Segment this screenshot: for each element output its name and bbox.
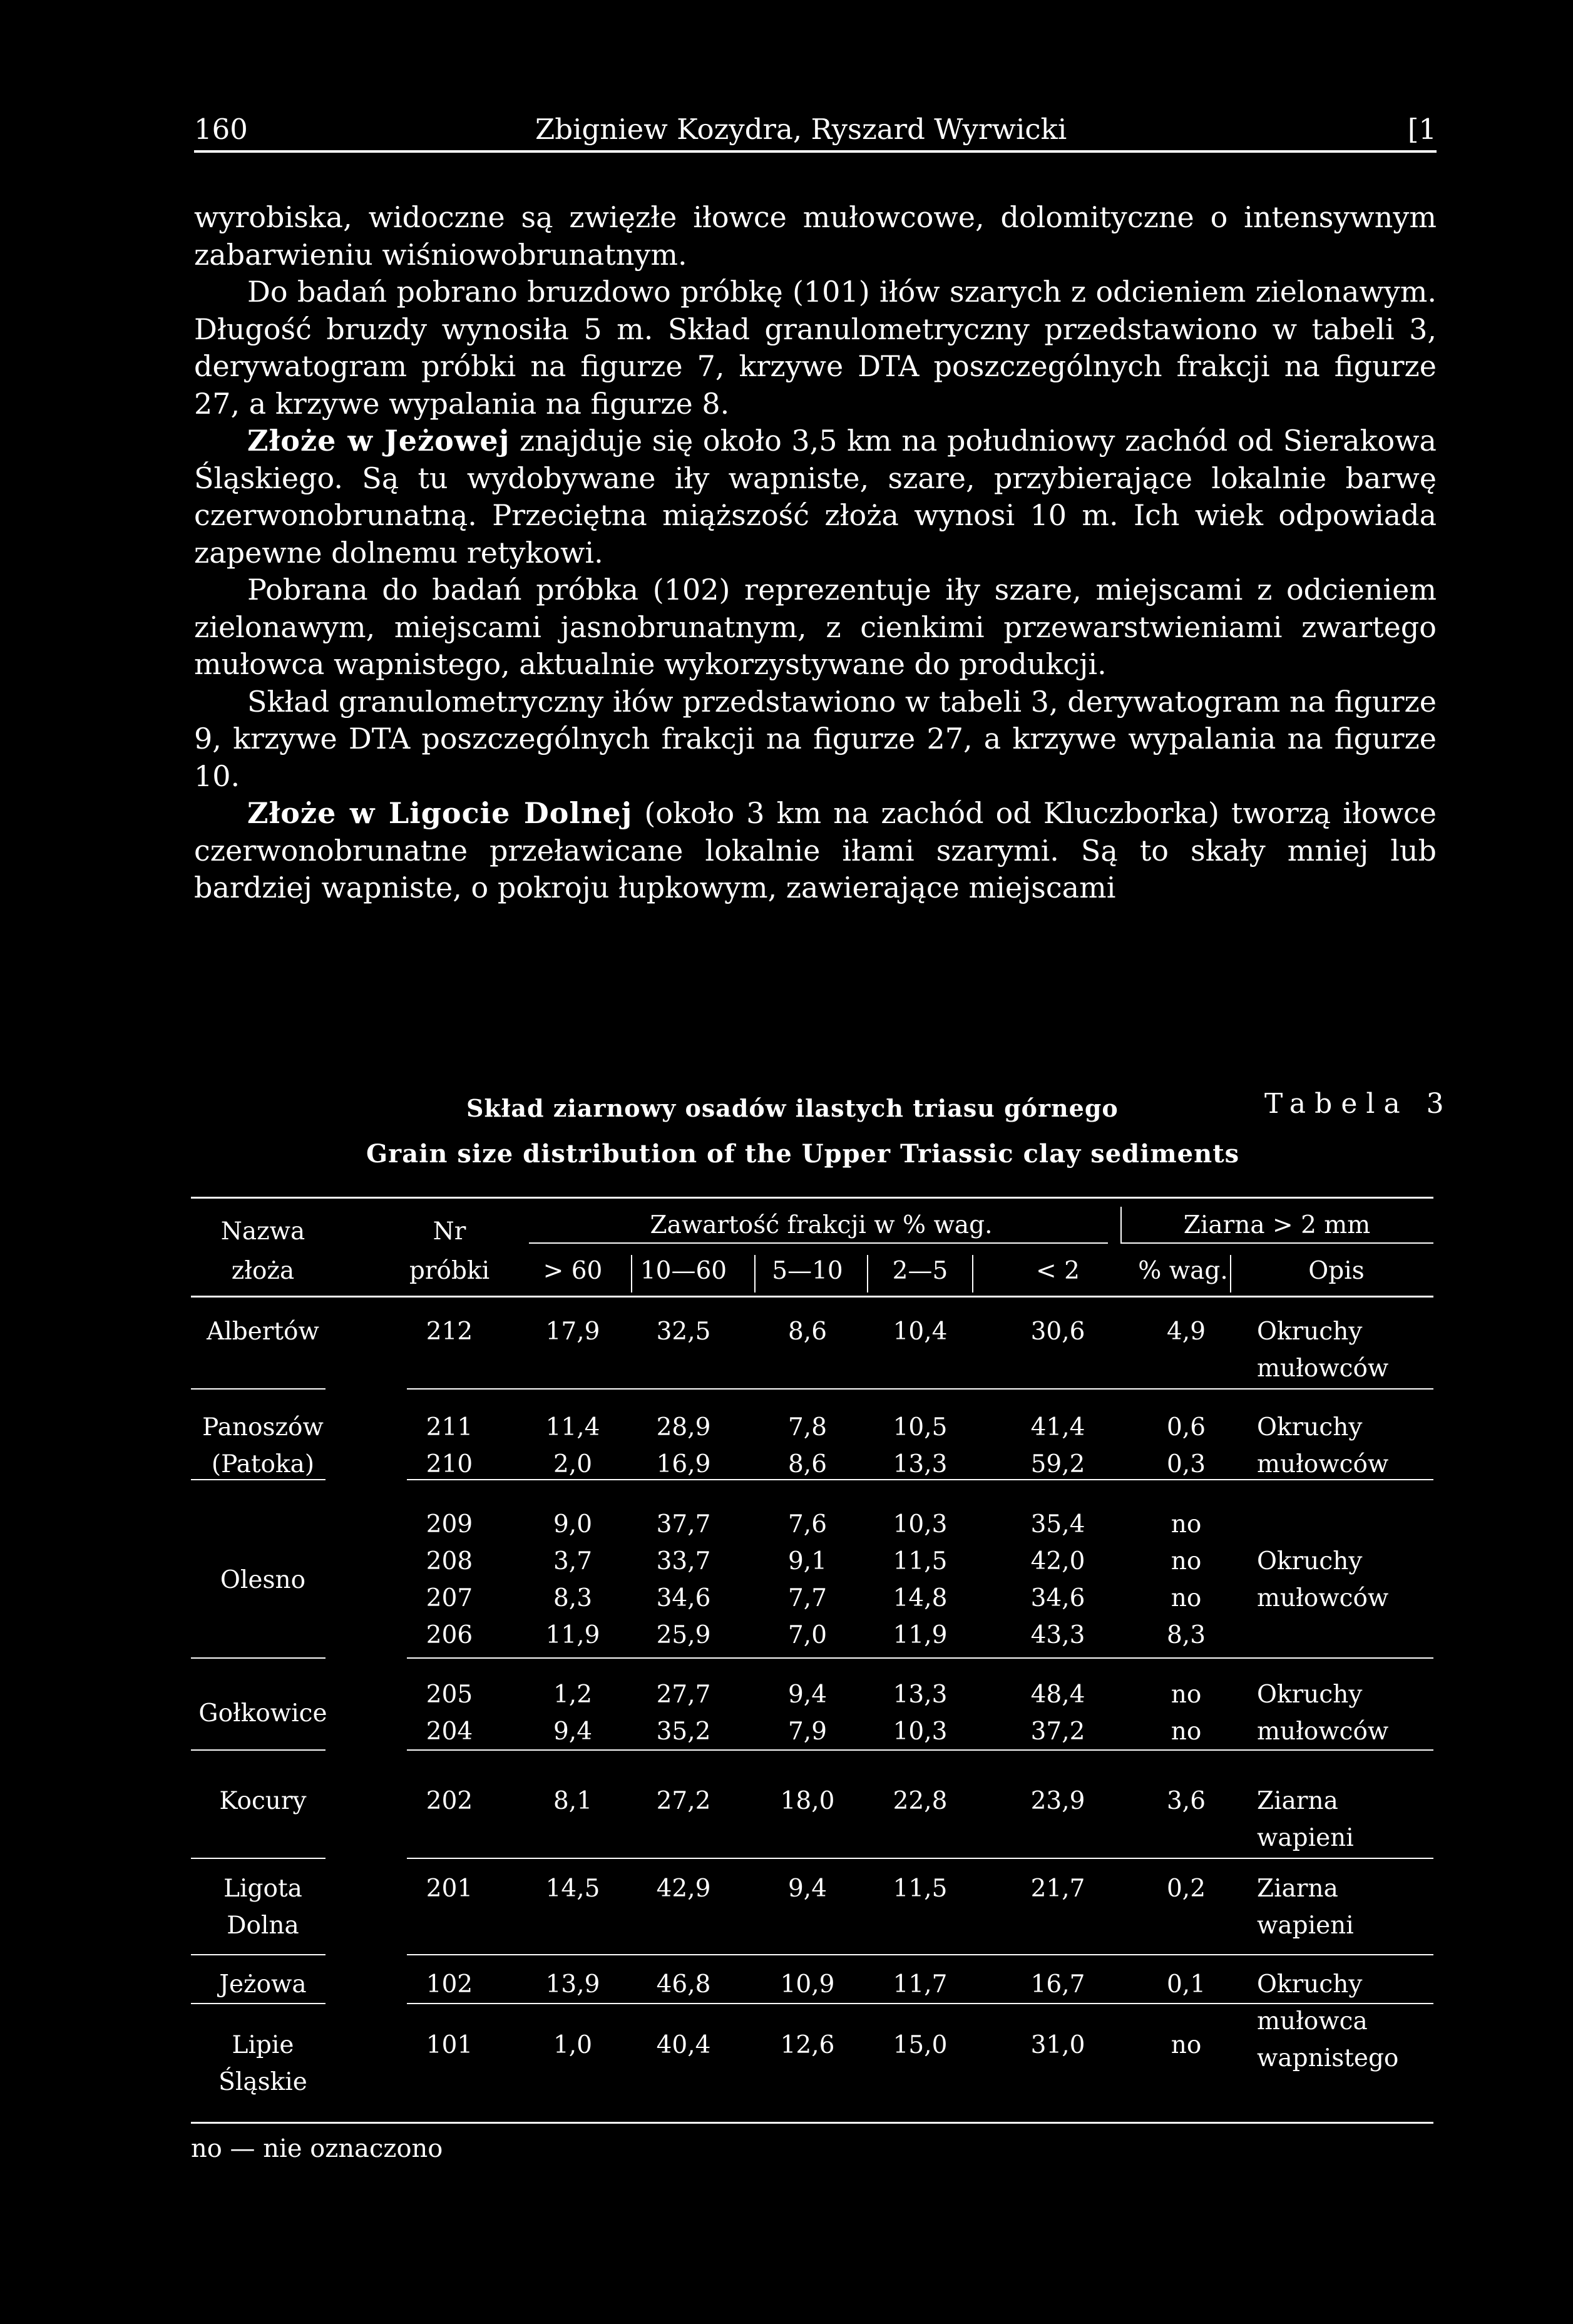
- row-separator: [407, 1657, 1433, 1659]
- row-description: Okruchy: [1257, 1318, 1363, 1346]
- row-value-nr: 201: [426, 1875, 473, 1903]
- row-value-wag: 8,3: [1166, 1621, 1206, 1649]
- row-value-f3: 7,8: [787, 1413, 827, 1441]
- row-value-nr: 202: [426, 1787, 473, 1815]
- row-value-f1: 1,2: [553, 1681, 593, 1709]
- row-value-f4: 11,5: [893, 1875, 948, 1903]
- table-footnote: no — nie oznaczono: [191, 2134, 443, 2163]
- row-value-wag: 0,1: [1166, 1970, 1206, 1999]
- row-value-f4: 15,0: [893, 2031, 948, 2059]
- row-separator: [191, 1858, 325, 1859]
- row-value-nr: 210: [426, 1450, 473, 1478]
- paragraph-text: znajduje się około 3,5 km na południowy zachód od Sierakowa Śląskiego. Są tu wydobywane iły wapniste, szare, przybierające lokalnie barwę czerwonobrunatną. Przeciętna miąższość złoża wynosi 10 m. Ich wiek odpowiada zapewne dolnemu retykowi.: [194, 424, 1437, 570]
- header-vsep: [1120, 1207, 1122, 1242]
- row-value-f5: 23,9: [1030, 1787, 1085, 1815]
- row-separator: [407, 1479, 1433, 1480]
- row-value-f4: 11,7: [893, 1970, 948, 1999]
- row-value-wag: 0,2: [1166, 1875, 1206, 1903]
- row-value-nr: 211: [426, 1413, 473, 1441]
- row-separator: [407, 2003, 1433, 2004]
- row-description: Okruchy: [1257, 1970, 1363, 1999]
- row-deposit-name: (Patoka): [211, 1450, 315, 1478]
- row-description: Ziarna: [1257, 1875, 1338, 1903]
- row-separator: [191, 2003, 325, 2004]
- table-label: Tabela 3: [1264, 1088, 1453, 1120]
- paragraph: Pobrana do badań próbka (102) reprezentuje iły szare, miejscami z odcieniem zielonawym, miejscami jasnobrunatnym, z cienkimi przewarstwieniami zwartego mułowca wapnistego, aktualnie wykorzystywane do produkcji.: [194, 573, 1437, 681]
- row-value-f1: 1,0: [553, 2031, 593, 2059]
- row-description: Okruchy: [1257, 1413, 1363, 1441]
- header-vsep: [1230, 1255, 1231, 1293]
- row-value-f3: 18,0: [780, 1787, 835, 1815]
- row-value-wag: no: [1171, 1547, 1202, 1575]
- row-value-f3: 9,4: [787, 1681, 827, 1709]
- row-value-f4: 22,8: [893, 1787, 948, 1815]
- row-value-f5: 42,0: [1030, 1547, 1085, 1575]
- row-value-f2: 27,2: [656, 1787, 711, 1815]
- header-wag: % wag.: [1138, 1257, 1228, 1285]
- header-nazwa: Nazwa: [220, 1217, 305, 1246]
- row-value-nr: 208: [426, 1547, 473, 1575]
- paragraph: Do badań pobrano bruzdowo próbkę (101) iłów szarych z odcieniem zielonawym. Długość bruzdy wynosiła 5 m. Skład granulometryczny przedstawiono w tabeli 3, derywatogram próbki na figurze 7, krzywe DTA poszczególnych frakcji na figurze 27, a krzywe wypalania na figurze 8.: [194, 275, 1437, 421]
- row-value-wag: 4,9: [1166, 1318, 1206, 1346]
- row-value-wag: no: [1171, 1717, 1202, 1746]
- row-value-f2: 46,8: [656, 1970, 711, 1999]
- row-value-f5: 43,3: [1030, 1621, 1085, 1649]
- header-bottom-rule: [191, 1296, 1433, 1298]
- row-deposit-name: Ligota: [223, 1875, 302, 1903]
- row-value-f5: 34,6: [1030, 1584, 1085, 1612]
- row-description: Okruchy: [1257, 1681, 1363, 1709]
- row-value-f3: 7,7: [787, 1584, 827, 1612]
- row-value-nr: 209: [426, 1510, 473, 1538]
- running-head-authors: Zbigniew Kozydra, Ryszard Wyrwicki: [535, 113, 1067, 146]
- row-separator: [191, 1657, 325, 1659]
- row-separator: [407, 1749, 1433, 1751]
- row-value-wag: 0,3: [1166, 1450, 1206, 1478]
- row-value-f1: 3,7: [553, 1547, 593, 1575]
- header-frac-lt2: < 2: [1036, 1257, 1080, 1285]
- row-value-nr: 102: [426, 1970, 473, 1999]
- row-value-f1: 14,5: [545, 1875, 600, 1903]
- row-deposit-name: Kocury: [219, 1787, 307, 1815]
- row-value-f2: 35,2: [656, 1717, 711, 1746]
- row-value-f4: 10,5: [893, 1413, 948, 1441]
- row-value-nr: 212: [426, 1318, 473, 1346]
- row-value-f2: 27,7: [656, 1681, 711, 1709]
- row-value-f4: 11,5: [893, 1547, 948, 1575]
- row-value-nr: 206: [426, 1621, 473, 1649]
- row-value-f1: 11,4: [545, 1413, 600, 1441]
- row-value-f1: 8,3: [553, 1584, 593, 1612]
- deposit-name: Złoże w Ligocie Dolnej: [247, 796, 633, 830]
- row-value-nr: 205: [426, 1681, 473, 1709]
- page-number: 160: [194, 113, 248, 146]
- row-value-f2: 25,9: [656, 1621, 711, 1649]
- header-nr: Nr: [433, 1217, 466, 1246]
- row-value-f3: 8,6: [787, 1450, 827, 1478]
- row-value-f1: 2,0: [553, 1450, 593, 1478]
- row-value-f1: 9,4: [553, 1717, 593, 1746]
- row-description: Ziarna: [1257, 1787, 1338, 1815]
- row-value-wag: no: [1171, 2031, 1202, 2059]
- row-value-f3: 10,9: [780, 1970, 835, 1999]
- paragraph: wyrobiska, widoczne są zwięzłe iłowce mułowcowe, dolomityczne o intensywnym zabarwieniu wiśniowobrunatnym.: [194, 200, 1437, 272]
- row-value-wag: 3,6: [1166, 1787, 1206, 1815]
- row-description: mułowców: [1257, 1717, 1389, 1746]
- row-value-f2: 40,4: [656, 2031, 711, 2059]
- header-frac-10-60: 10—60: [640, 1257, 727, 1285]
- row-deposit-name: Lipie: [232, 2031, 294, 2059]
- header-vsep: [754, 1255, 756, 1293]
- header-opis: Opis: [1308, 1257, 1365, 1285]
- row-value-f2: 32,5: [656, 1318, 711, 1346]
- header-rule-ziarna: [1120, 1242, 1433, 1244]
- row-value-f2: 37,7: [656, 1510, 711, 1538]
- table-bottom-rule: [191, 2122, 1433, 2124]
- row-deposit-name: Albertów: [207, 1318, 319, 1346]
- row-separator: [191, 1954, 325, 1955]
- row-value-f4: 11,9: [893, 1621, 948, 1649]
- header-vsep: [867, 1255, 868, 1293]
- row-value-f2: 16,9: [656, 1450, 711, 1478]
- row-value-f5: 35,4: [1030, 1510, 1085, 1538]
- header-frac-5-10: 5—10: [772, 1257, 843, 1285]
- row-value-f4: 10,4: [893, 1318, 948, 1346]
- row-value-f4: 14,8: [893, 1584, 948, 1612]
- row-value-f4: 10,3: [893, 1717, 948, 1746]
- row-deposit-name: Olesno: [220, 1565, 306, 1594]
- row-value-f1: 9,0: [553, 1510, 593, 1538]
- row-value-f5: 30,6: [1030, 1318, 1085, 1346]
- row-separator: [407, 1858, 1433, 1859]
- row-separator: [407, 1388, 1433, 1390]
- row-value-f5: 48,4: [1030, 1681, 1085, 1709]
- row-value-f2: 33,7: [656, 1547, 711, 1575]
- table-caption-en: Grain size distribution of the Upper Triassic clay sediments: [366, 1139, 1240, 1169]
- row-description: wapieni: [1257, 1912, 1354, 1940]
- row-value-f5: 59,2: [1030, 1450, 1085, 1478]
- row-value-f3: 9,1: [787, 1547, 827, 1575]
- row-value-wag: no: [1171, 1510, 1202, 1538]
- row-value-f3: 12,6: [780, 2031, 835, 2059]
- header-vsep: [972, 1255, 973, 1293]
- table-caption-pl: Skład ziarnowy osadów ilastych triasu górnego: [466, 1094, 1119, 1122]
- deposit-name: Złoże w Jeżowej: [247, 424, 510, 458]
- header-zloza: złoża: [231, 1257, 295, 1285]
- row-value-wag: no: [1171, 1584, 1202, 1612]
- row-value-nr: 204: [426, 1717, 473, 1746]
- row-value-f2: 34,6: [656, 1584, 711, 1612]
- row-value-f3: 9,4: [787, 1875, 827, 1903]
- row-description: wapieni: [1257, 1824, 1354, 1852]
- row-description: mułowców: [1257, 1450, 1389, 1478]
- row-value-f2: 28,9: [656, 1413, 711, 1441]
- row-value-f5: 37,2: [1030, 1717, 1085, 1746]
- row-value-f4: 13,3: [893, 1681, 948, 1709]
- row-value-f3: 7,6: [787, 1510, 827, 1538]
- row-value-f1: 13,9: [545, 1970, 600, 1999]
- header-ziarna: Ziarna > 2 mm: [1183, 1211, 1371, 1239]
- row-value-f4: 13,3: [893, 1450, 948, 1478]
- row-value-f1: 11,9: [545, 1621, 600, 1649]
- paragraph-text: (około 3 km na zachód od Kluczborka) tworzą iłowce czerwonobrunatne przeławicane lokalnie iłami szarymi. Są to skały mniej lub bardziej wapniste, o pokroju łupkowym, zawierające miejscami: [194, 796, 1437, 904]
- row-value-wag: no: [1171, 1681, 1202, 1709]
- header-frac-gt60: > 60: [543, 1257, 603, 1285]
- running-head-ref: [1: [1407, 113, 1437, 146]
- row-deposit-name: Śląskie: [218, 2068, 307, 2096]
- row-value-nr: 207: [426, 1584, 473, 1612]
- header-zawartosc: Zawartość frakcji w % wag.: [650, 1211, 993, 1239]
- row-separator: [191, 1388, 325, 1390]
- header-probki: próbki: [409, 1257, 490, 1285]
- row-deposit-name: Dolna: [227, 1912, 299, 1940]
- row-deposit-name: Jeżowa: [219, 1970, 307, 1999]
- row-description: mułowców: [1257, 1584, 1389, 1612]
- row-deposit-name: Gołkowice: [198, 1699, 327, 1728]
- row-value-f1: 17,9: [545, 1318, 600, 1346]
- row-value-f5: 21,7: [1030, 1875, 1085, 1903]
- row-description: Okruchy: [1257, 1547, 1363, 1575]
- row-description: wapnistego: [1257, 2044, 1399, 2072]
- row-separator: [191, 1479, 325, 1480]
- row-separator: [407, 1954, 1433, 1955]
- paragraph: Skład granulometryczny iłów przedstawiono w tabeli 3, derywatogram na figurze 9, krzywe DTA poszczególnych frakcji na figurze 27, a krzywe wypalania na figurze 10.: [194, 684, 1437, 793]
- row-value-f3: 8,6: [787, 1318, 827, 1346]
- row-value-f1: 8,1: [553, 1787, 593, 1815]
- row-value-f3: 7,9: [787, 1717, 827, 1746]
- header-frac-2-5: 2—5: [892, 1257, 948, 1285]
- header-vsep: [631, 1255, 632, 1293]
- row-description: mułowca: [1257, 2007, 1368, 2035]
- row-value-f5: 41,4: [1030, 1413, 1085, 1441]
- row-value-f5: 31,0: [1030, 2031, 1085, 2059]
- row-value-f2: 42,9: [656, 1875, 711, 1903]
- row-value-f4: 10,3: [893, 1510, 948, 1538]
- row-deposit-name: Panoszów: [202, 1413, 324, 1441]
- row-value-nr: 101: [426, 2031, 473, 2059]
- row-value-wag: 0,6: [1166, 1413, 1206, 1441]
- header-rule-zawartosc: [529, 1242, 1108, 1244]
- table-top-rule: [191, 1197, 1433, 1199]
- row-description: mułowców: [1257, 1354, 1389, 1383]
- row-separator: [191, 1749, 325, 1751]
- row-value-f3: 7,0: [787, 1621, 827, 1649]
- row-value-f5: 16,7: [1030, 1970, 1085, 1999]
